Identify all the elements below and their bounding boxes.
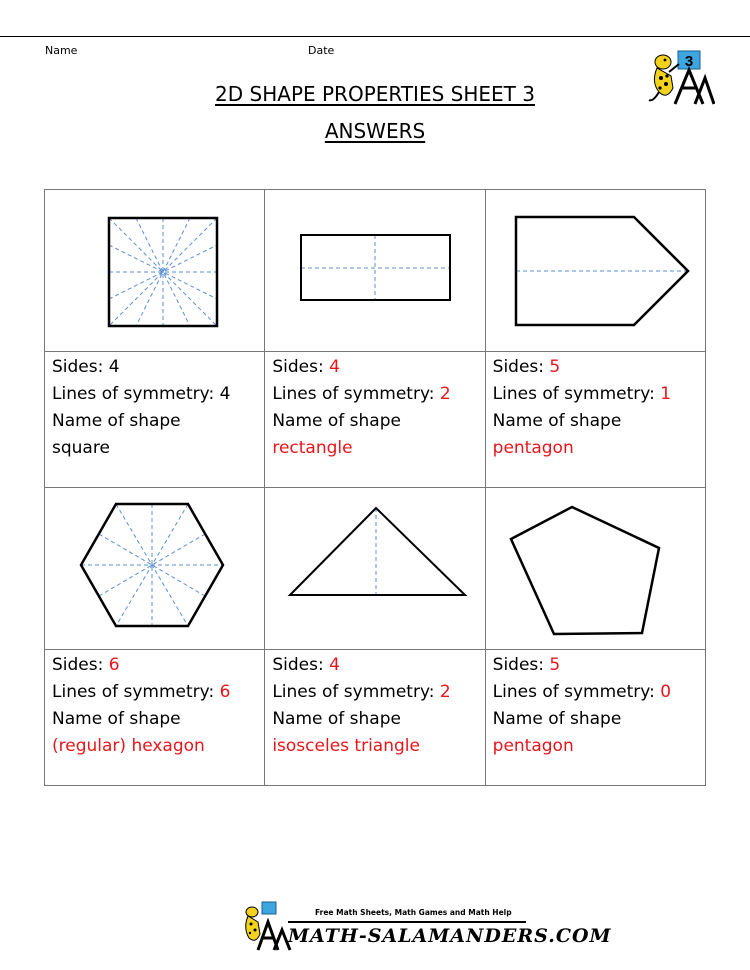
pentagon-arrow-icon (486, 190, 706, 351)
footer-rule (288, 921, 526, 923)
shape-cell-pentagon-arrow (485, 190, 705, 352)
sides-line: Sides: 4 (52, 357, 120, 377)
symmetry-value: 2 (439, 384, 451, 404)
name-of-shape-label: Name of shape (52, 411, 181, 431)
symmetry-line: Lines of symmetry: 4 (52, 384, 231, 404)
symmetry-value: 1 (660, 384, 672, 404)
header-rule (0, 36, 750, 37)
square-icon (45, 190, 265, 351)
info-cell-6 (485, 650, 705, 786)
sides-value: 6 (108, 655, 120, 675)
shape-name-answer: square (52, 438, 110, 458)
sides-value: 4 (329, 655, 340, 675)
salamander-logo-icon (645, 48, 715, 106)
footer-site-link[interactable]: MATH-SALAMANDERS.COM (288, 925, 612, 947)
info-cell-2 (265, 352, 485, 488)
shape-properties-table (44, 189, 706, 786)
symmetry-line: Lines of symmetry: 0 (492, 682, 672, 702)
name-of-shape-label: Name of shape (492, 709, 622, 729)
symmetry-line: Lines of symmetry: 6 (52, 682, 231, 702)
sides-value: 5 (549, 655, 561, 675)
grade-number: 3 (684, 53, 694, 70)
date-label: Date (308, 44, 335, 57)
shape-name-answer: isosceles triangle (272, 736, 420, 756)
sides-value: 5 (549, 357, 561, 377)
shape-row (45, 488, 706, 650)
symmetry-value: 2 (439, 682, 451, 702)
name-of-shape-label: Name of shape (272, 709, 401, 729)
page-subtitle: ANSWERS (324, 119, 426, 143)
info-cell-1 (45, 352, 265, 488)
shape-cell-triangle (265, 488, 485, 650)
shape-name-answer: rectangle (272, 438, 353, 458)
symmetry-value: 0 (660, 682, 672, 702)
sides-line: Sides: 4 (272, 655, 340, 675)
sides-value: 4 (329, 357, 340, 377)
sides-line: Sides: 4 (272, 357, 340, 377)
name-of-shape-label: Name of shape (492, 411, 622, 431)
shape-name-answer: pentagon (492, 736, 574, 756)
sides-line: Sides: 6 (52, 655, 120, 675)
shape-cell-square (45, 190, 265, 352)
info-row (45, 352, 706, 488)
name-label: Name (45, 44, 78, 57)
symmetry-value: 6 (219, 682, 231, 702)
info-cell-5 (265, 650, 485, 786)
symmetry-line: Lines of symmetry: 1 (492, 384, 672, 404)
footer-tagline: Free Math Sheets, Math Games and Math Help (315, 908, 512, 917)
info-row (45, 650, 706, 786)
sides-value: 4 (108, 357, 120, 377)
hexagon-icon (45, 488, 265, 649)
irregular-pentagon-icon (486, 488, 706, 649)
info-cell-3 (485, 352, 705, 488)
name-of-shape-label: Name of shape (52, 709, 181, 729)
shape-name-answer: (regular) hexagon (52, 736, 205, 756)
sides-line: Sides: 5 (492, 357, 561, 377)
symmetry-line: Lines of symmetry: 2 (272, 384, 451, 404)
page-title: 2D SHAPE PROPERTIES SHEET 3 (215, 82, 535, 106)
sides-line: Sides: 5 (492, 655, 561, 675)
info-cell-4 (45, 650, 265, 786)
shape-row (45, 190, 706, 352)
name-of-shape-label: Name of shape (272, 411, 401, 431)
symmetry-value: 4 (219, 384, 231, 404)
shape-cell-rectangle (265, 190, 485, 352)
symmetry-line: Lines of symmetry: 2 (272, 682, 451, 702)
isosceles-triangle-icon (265, 488, 485, 649)
rectangle-icon (265, 190, 485, 351)
shape-cell-hexagon (45, 488, 265, 650)
shape-cell-irregular-pentagon (485, 488, 705, 650)
shape-name-answer: pentagon (492, 438, 574, 458)
